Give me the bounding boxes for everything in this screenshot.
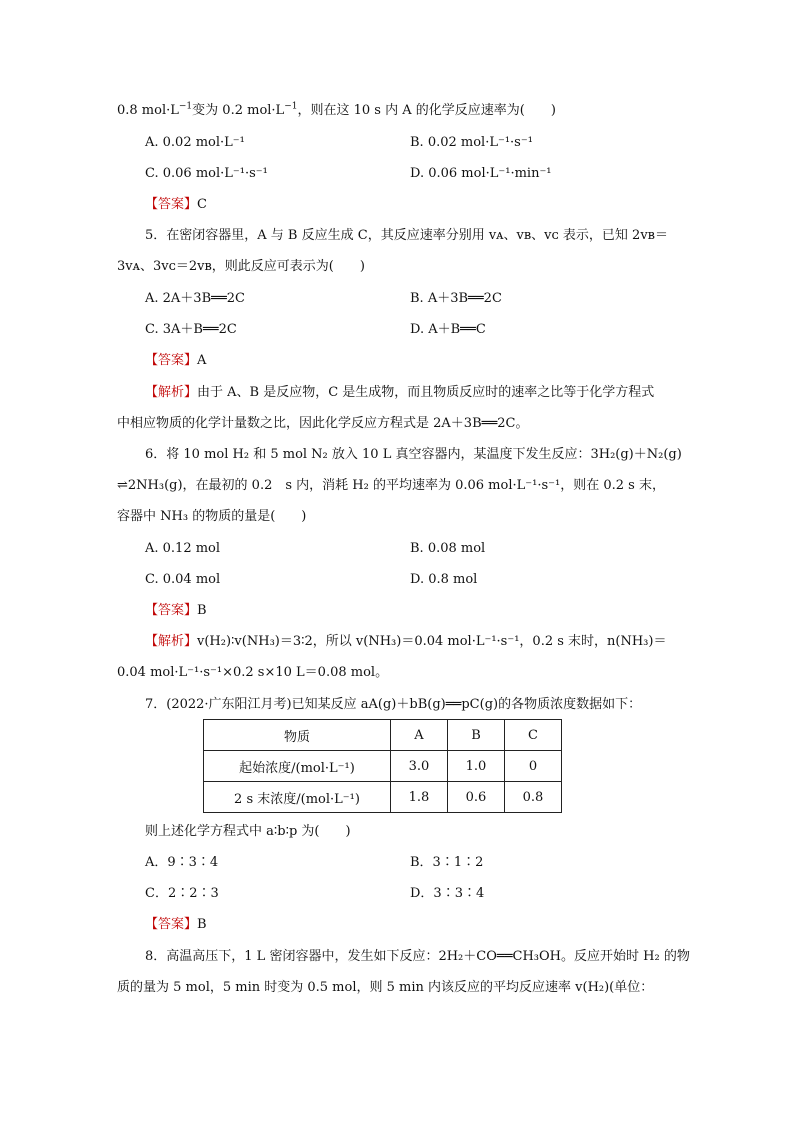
q6-stem-line3: 容器中 NH₃ 的物质的量是( ) [117,509,307,524]
answer-tag: 【答案】 [145,603,198,618]
q5-stem-line1: 5．在密闭容器里，A 与 B 反应生成 C，其反应速率分别用 vᴀ、vʙ、vᴄ 表示，已知 2vʙ＝ [145,228,668,243]
answer-tag: 【答案】 [145,353,198,368]
q8-stem-line2: 质的量为 5 mol，5 min 时变为 0.5 mol，则 5 min 内该反应的平均反应速率 v(H₂)(单位： [117,980,654,995]
q7-answer: 【答案】B [145,917,207,932]
table-cell: 1.0 [448,751,505,782]
q7-option-d: D．3∶3∶4 [410,886,485,901]
table-header-cell: 物质 [204,720,391,751]
q5-option-a: A. 2A＋3B══2C [145,291,246,306]
table-header-cell: C [505,720,562,751]
q8-stem-line1: 8．高温高压下，1 L 密闭容器中，发生如下反应：2H₂＋CO══CH₃OH。反应开始时 H₂ 的物 [145,949,690,964]
table-header-cell: B [448,720,505,751]
table-cell: 2 s 末浓度/(mol·L⁻¹) [204,782,391,813]
q7-stem-line2: 则上述化学方程式中 a∶b∶p 为( ) [145,824,351,839]
table-cell: 0.6 [448,782,505,813]
q7-stem-line1: 7．(2022·广东阳江月考)已知某反应 aA(g)＋bB(g)══pC(g)的各物质浓度数据如下： [145,697,642,712]
table-row [204,751,562,782]
q7-option-b: B．3∶1∶2 [410,855,484,870]
table-header-cell: A [391,720,448,751]
table-cell: 0 [505,751,562,782]
q5-option-d: D. A＋B══C [410,322,486,337]
answer-tag: 【答案】 [145,917,198,932]
q6-analysis-line2: 0.04 mol·L⁻¹·s⁻¹×0.2 s×10 L＝0.08 mol。 [117,665,389,680]
q4-option-d: D. 0.06 mol·L⁻¹·min⁻¹ [410,166,552,181]
q5-analysis-line2: 中相应物质的化学计量数之比，因此化学反应方程式是 2A＋3B══2C。 [117,416,529,431]
q5-option-c: C. 3A＋B══2C [145,322,237,337]
q4-option-b: B. 0.02 mol·L⁻¹·s⁻¹ [410,135,533,150]
q7-option-c: C．2∶2∶3 [145,886,219,901]
table-header-row [204,720,562,751]
q5-analysis-line1: 【解析】由于 A、B 是反应物，C 是生成物，而且物质反应时的速率之比等于化学方程式 [145,385,655,400]
q6-option-b: B. 0.08 mol [410,541,486,556]
table-cell: 1.8 [391,782,448,813]
q6-analysis-line1: 【解析】v(H₂)∶v(NH₃)＝3∶2，所以 v(NH₃)＝0.04 mol·L⁻¹·s⁻¹，0.2 s 末时，n(NH₃)＝ [145,634,667,649]
q6-option-d: D. 0.8 mol [410,572,478,587]
q4-option-a: A. 0.02 mol·L⁻¹ [145,135,245,150]
table-cell: 起始浓度/(mol·L⁻¹) [204,751,391,782]
q5-stem-line2: 3vᴀ、3vᴄ＝2vʙ，则此反应可表示为( ) [117,259,365,274]
q4-option-c: C. 0.06 mol·L⁻¹·s⁻¹ [145,166,268,181]
q4-answer: 【答案】C [145,197,207,212]
analysis-tag: 【解析】 [145,634,198,649]
q6-stem-line2: ⇌2NH₃(g)，在最初的 0.2 s 内，消耗 H₂ 的平均速率为 0.06 mol·L⁻¹·s⁻¹，则在 0.2 s 末， [117,478,665,493]
q6-option-a: A. 0.12 mol [145,541,221,556]
table-row [204,782,562,813]
concentration-table [203,719,562,813]
q7-option-a: A．9∶3∶4 [145,855,219,870]
answer-tag: 【答案】 [145,197,198,212]
q6-option-c: C. 0.04 mol [145,572,221,587]
q5-answer: 【答案】A [145,353,207,368]
table-cell: 0.8 [505,782,562,813]
table-cell: 3.0 [391,751,448,782]
q6-stem-line1: 6．将 10 mol H₂ 和 5 mol N₂ 放入 10 L 真空容器内，某温度下发生反应：3H₂(g)＋N₂(g) [145,447,682,462]
analysis-tag: 【解析】 [145,385,198,400]
q5-option-b: B. A＋3B══2C [410,291,502,306]
q4-stem: 0.8 $mol\cdot L^{-1}$变为 0.2 $mol\cdot L^{-1}$，则在这 10 s 内 A 的化学反应速率为( ) [117,101,556,118]
q6-answer: 【答案】B [145,603,207,618]
